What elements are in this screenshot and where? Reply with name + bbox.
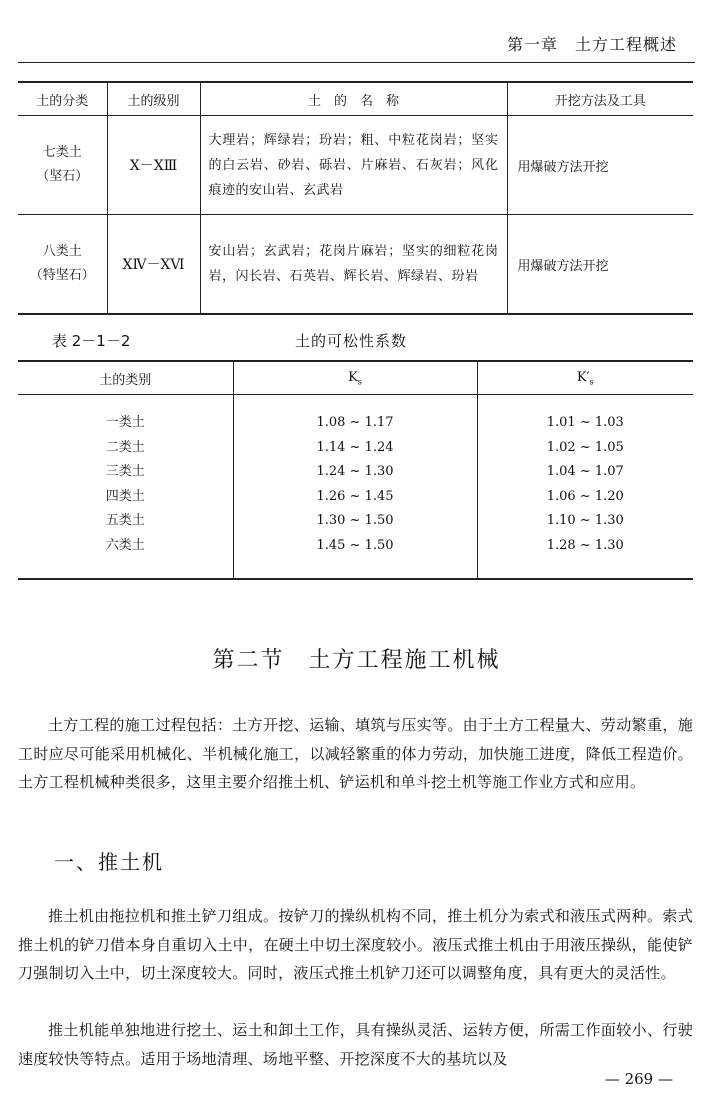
soil-level-cell: ⅩⅣ－ⅩⅥ (107, 215, 200, 315)
ks-prime-value: 1.01 ~ 1.03 (546, 415, 624, 430)
soil-category: 六类土 (105, 537, 145, 553)
header-ks-prime-main: K′ (576, 369, 590, 385)
header-ks-sub: s (357, 377, 362, 387)
header-excavation-method: 开挖方法及工具 (507, 82, 693, 116)
ks-prime-value: 1.04 ~ 1.07 (546, 464, 624, 479)
ks-value: 1.24 ~ 1.30 (316, 464, 394, 479)
soil-class-sub: （坚石） (36, 169, 89, 184)
header-ks-prime-sub: s (589, 377, 594, 387)
ks-value: 1.14 ~ 1.24 (316, 439, 394, 455)
soil-class-cell (18, 116, 107, 215)
bulldozer-paragraph-2: 推土机能单独地进行挖土、运土和卸土工作，具有操纵灵活、运转方便，所需工作面较小、行驶速度较快等特点。适用于场地清理、场地平整、开挖深度不大的基坑以及 (18, 1021, 693, 1068)
ks-value: 1.45 ~ 1.50 (316, 537, 394, 553)
subsection-title: 一、推土机 (54, 850, 164, 874)
soil-class-name: 七类土 (42, 145, 82, 160)
soil-level-cell: Ⅹ－ⅩⅢ (107, 116, 200, 215)
soil-class-sub: （特坚石） (29, 268, 95, 283)
header-soil-class: 土的分类 (18, 82, 107, 116)
page-number: — 269 — (604, 1070, 673, 1088)
soil-name-cell: 安山岩；玄武岩；花岗片麻岩；坚实的细粒花岗岩，闪长岩、石英岩、辉长岩、辉绿岩、玢岩 (200, 215, 507, 315)
chapter-header: 第一章 土方工程概述 (506, 35, 677, 54)
table-caption-number: 表 2－1－2 (52, 332, 131, 350)
section-title: 第二节 土方工程施工机械 (212, 648, 501, 673)
soil-category: 三类土 (105, 464, 145, 479)
table-body-row (18, 395, 693, 580)
soil-category-column (18, 395, 233, 580)
soil-category: 二类土 (105, 439, 145, 455)
header-soil-name: 土 的 名 称 (200, 82, 507, 116)
table-header-row (18, 361, 693, 395)
ks-column (233, 395, 477, 580)
soil-classification-table (18, 81, 693, 315)
ks-prime-value: 1.28 ~ 1.30 (546, 537, 624, 553)
ks-prime-value: 1.06 ~ 1.20 (546, 488, 624, 504)
intro-paragraph: 土方工程的施工过程包括：土方开挖、运输、填筑与压实等。由于土方工程量大、劳动繁重，施工时应尽可能采用机械化、半机械化施工，以减轻繁重的体力劳动，加快施工进度，降低工程造价。土方工程机械种类很多，这里主要介绍推土机、铲运机和单斗挖土机等施工作业方式和应用。 (18, 716, 693, 791)
ks-value: 1.26 ~ 1.45 (316, 488, 394, 504)
ks-prime-value: 1.02 ~ 1.05 (546, 439, 624, 455)
table-row (18, 215, 693, 315)
soil-class-name: 八类土 (42, 244, 82, 259)
loosening-coefficient-table (18, 360, 693, 580)
bulldozer-paragraph-1: 推土机由拖拉机和推土铲刀组成。按铲刀的操纵机构不同，推土机分为索式和液压式两种。索式推土机的铲刀借本身自重切入土中，在硬土中切土深度较小。液压式推土机由于用液压操纵，能使铲刀强制切入土中，切土深度较大。同时，液压式推土机铲刀还可以调整角度，具有更大的灵活性。 (18, 907, 693, 982)
table-row (18, 116, 693, 215)
header-soil-category: 土的类别 (18, 361, 233, 395)
soil-name-cell: 大理岩；辉绿岩；玢岩；粗、中粒花岗岩；坚实的白云岩、砂岩、砾岩、片麻岩、石灰岩；风化痕迹的安山岩、玄武岩 (200, 116, 507, 215)
table-header-row (18, 82, 693, 116)
header-rule (18, 62, 695, 63)
header-ks (233, 361, 477, 395)
ks-value: 1.30 ~ 1.50 (316, 513, 394, 528)
soil-class-cell (18, 215, 107, 315)
header-ks-main: K (348, 369, 358, 385)
soil-category: 四类土 (105, 488, 145, 504)
soil-category: 五类土 (105, 513, 145, 528)
table-caption-title: 土的可松性系数 (295, 332, 408, 350)
ks-value: 1.08 ~ 1.17 (316, 415, 394, 430)
header-ks-prime (477, 361, 693, 395)
ks-prime-column (477, 395, 693, 580)
excavation-method-cell: 用爆破方法开挖 (507, 116, 693, 215)
header-soil-level: 土的级别 (107, 82, 200, 116)
excavation-method-cell: 用爆破方法开挖 (507, 215, 693, 315)
ks-prime-value: 1.10 ~ 1.30 (546, 513, 624, 528)
soil-category: 一类土 (105, 415, 145, 430)
